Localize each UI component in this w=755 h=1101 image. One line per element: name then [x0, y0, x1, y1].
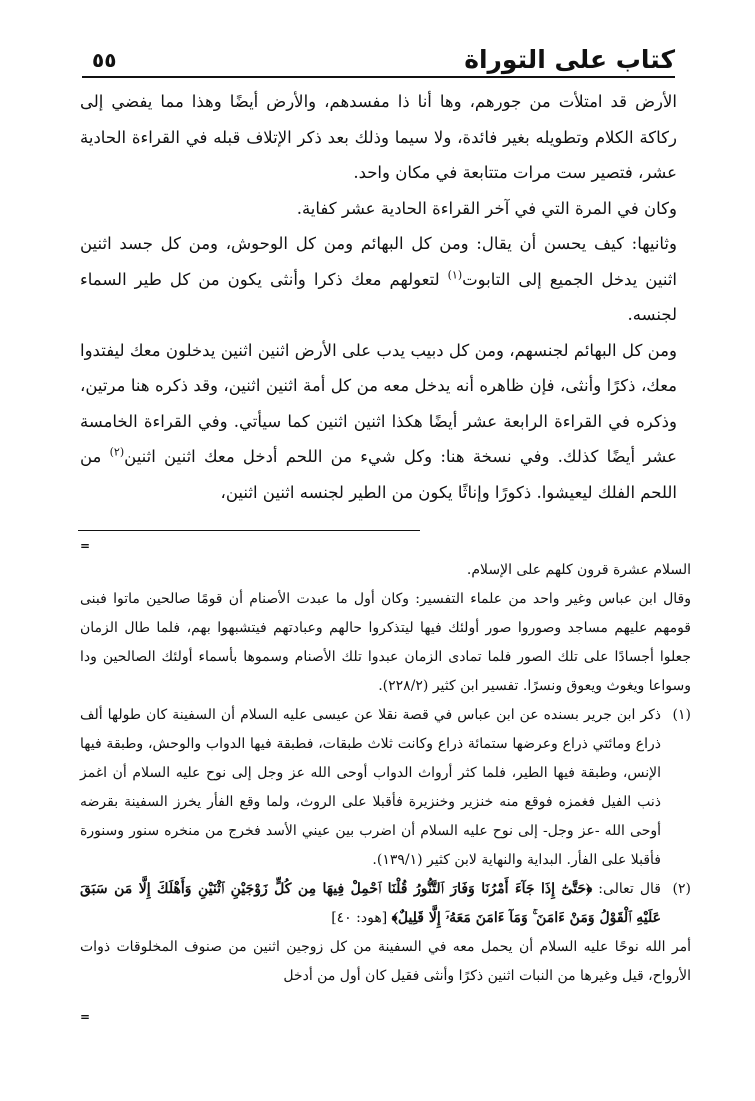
footnote-ref-1[interactable]: (١) [447, 268, 463, 281]
footnote-2-number: (٢) [672, 881, 691, 897]
footnote-1-text: ذكر ابن جرير بسنده عن ابن عباس في قصة نقلا عن عيسى عليه السلام أن السفينة كان طولها ألف ذراع ومائتي ذراع وعرضها ستمائة ذراع وكانت ثلاث طبقات، فطبقة فيها الدواب والوحش، وطبقة فيها الإنس، وطبقة فيها الطير، فلما كثر أرواث الدواب أوحى الله عز وجل إلى نوح عليه السلام أن اغمز ذنب الفيل فغمزه فوقع منه خنزير وخنزيرة فأقبلا على الروث، ولما وقع الفأر يخرز السفينة بقرضه أوحى الله -عز وجل- إلى نوح عليه السلام أن اضرب بين عيني الأسد فخرج من منخره سنور وسنورة فأقبلا على الفأر. البداية والنهاية لابن كثير (١٣٩/١). [80, 707, 661, 868]
paragraph-3 [80, 226, 677, 333]
page-number: ٥٥ [92, 48, 117, 72]
quran-verse: ﴿حَتَّىٰٓ إِذَا جَآءَ أَمْرُنَا وَفَارَ ٱلتَّنُّورُ قُلْنَا ٱحْمِلْ فِيهَا مِن كُلٍّ زَوْجَيْنِ ٱثْنَيْنِ وَأَهْلَكَ إِلَّا مَن سَبَقَ عَلَيْهِ ٱلْقَوْلُ وَمَنْ ءَامَنَ ۚ وَمَآ ءَامَنَ مَعَهُۥٓ إِلَّا قَلِيلٌ﴾ [80, 881, 661, 926]
footnote-1 [80, 701, 691, 875]
paragraph-2: وكان في المرة التي في آخر القراءة الحادية عشر كفاية. [296, 198, 677, 218]
paragraph-4-text-a: ومن كل البهائم لجنسهم، ومن كل دبيب يدب على الأرض اثنين اثنين يدخلون معك ليفتدوا معك، ذكرًا وأنثى، فإن ظاهره أنه يدخل معه من كل أمة اثنين اثنين، وقد ذكره هنا مرتين، وذكره في القراءة الرابعة عشر أيضًا هكذا اثنين اثنين كما سيأتي. وفي القراءة الخامسة عشر أيضًا كذلك. وفي نسخة هنا: وكل شيء من اللحم أدخل معك اثنين اثنين [80, 340, 677, 466]
page-header [82, 40, 675, 78]
paragraph-3-text-b: لتعولهم معك ذكرا وأنثى يكون من كل طير السماء لجنسه. [80, 269, 677, 324]
main-text [80, 84, 677, 510]
paragraph-4 [80, 333, 677, 511]
footnote-continuation-1: السلام عشرة قرون كلهم على الإسلام. [466, 562, 691, 578]
paragraph-4-text-b: من اللحم الفلك ليعيشوا. ذكورًا وإناثًا يكون من الطير لجنسه اثنين اثنين، [80, 447, 677, 502]
footnote-continuation-2: وقال ابن عباس وغير واحد من علماء التفسير: وكان أول ما عبدت الأصنام أن قومًا صالحين ماتوا فبنى قومهم عليهم مساجد وصوروا صور أولئك فيها ليتذكروا حالهم وعبادتهم فيتشبهوا بهم، فلما طال الزمان جعلوا أجسادًا على تلك الصور فلما تمادى الزمان عبدوا تلك الأصنام وسموها بأسماء أولئك الصالحين ودا وسواعا ويغوث ويعوق ونسرًا. تفسير ابن كثير (٢٢٨/٢). [80, 591, 692, 694]
continuation-mark-bottom: = [80, 1010, 91, 1024]
paragraph-3-text-a: وثانيها: كيف يحسن أن يقال: ومن كل البهائم ومن كل الوحوش، ومن كل جسد اثنين اثنين يدخل الجميع إلى التابوت [80, 234, 677, 289]
verse-reference: [هود: ٤٠] [331, 910, 392, 926]
footnote-separator [78, 530, 420, 531]
footnote-ref-2[interactable]: (٢) [109, 445, 125, 459]
book-title: كتاب على التوراة [464, 45, 675, 74]
footnote-2 [80, 875, 691, 933]
footnote-2-explanation: أمر الله نوحًا عليه السلام أن يحمل معه في السفينة من كل زوجين اثنين من صنوف المخلوقات ذوات الأرواح، قيل وغيرها من النبات اثنين ذكرًا وأنثى فقيل كان أول من أدخل [80, 939, 691, 984]
footnotes [80, 556, 691, 991]
footnote-1-number: (١) [672, 707, 691, 723]
paragraph-1: الأرض قد امتلأت من جورهم، وها أنا ذا مفسدهم، والأرض أيضًا وهذا مما يفضي إلى ركاكة الكلام وتطويله بغير فائدة، ولا سيما وذلك بعد ذكر الإتلاف قبله في القراءة الحادية عشر، فتصير ست مرات متتابعة في مكان واحد. [80, 92, 677, 182]
footnote-2-intro: قال تعالى: [592, 881, 661, 897]
continuation-mark-top: = [80, 539, 91, 553]
